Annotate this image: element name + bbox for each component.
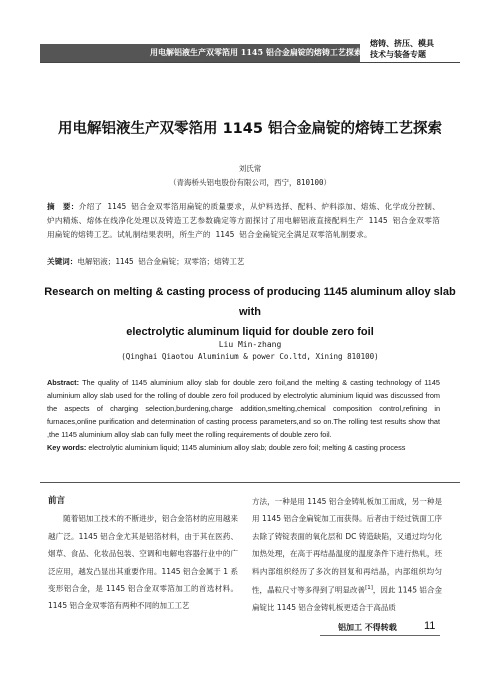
keywords-cn-text: 电解铝液；1145 铝合金扁锭；双零箔；熔铸工艺 — [77, 257, 245, 266]
keywords-cn — [47, 256, 440, 267]
abstract-en-text: The quality of 1145 aluminium alloy slab for double zero foil,and the melting & casting technology of 1145 aluminium alloy slab used for the rolling of double zero foil produced by electrolytic aluminium liquid was discussed from the aspects of charging selection,burdening,charge addition,smelting,chemical composition control,refining in furnaces,online purification and determination of casting process parameters,and so on.The rolling test results show that ,the 1145 aluminium alloy slab can fully meet the rolling requirements of double zero foil. — [47, 378, 440, 439]
running-header — [0, 34, 480, 62]
running-title: 用电解铝液生产双零箔用 1145 铝合金扁锭的熔铸工艺探索 — [150, 47, 362, 57]
abstract-cn-label: 摘 要： — [47, 202, 79, 211]
paper-title-en — [40, 282, 460, 342]
section-label-line1: 熔铸、挤压、模具 — [370, 38, 434, 48]
header-rule — [40, 62, 460, 63]
paper-title-en-line2: electrolytic aluminum liquid for double zero foil — [126, 326, 374, 338]
abstract-cn — [47, 200, 440, 243]
footer-journal: 铝加工 不得转载 — [338, 622, 397, 632]
abstract-cn-text: 介绍了 1145 铝合金双零箔用扁锭的质量要求，从炉料选择、配料、炉料添加、熔炼、化学成分控制、炉内精炼、熔体在线净化处理以及铸造工艺参数确定等方面探讨了用电解铝液直接配料生产 1145 铝合金双零箔用扁锭的熔铸工艺。试轧制结果表明，所生产的 1145 铝合金扁锭完全满足双零箔轧制要求。 — [47, 202, 440, 240]
body-column-right — [252, 493, 442, 616]
affiliation-en: (Qinghai Qiaotou Aluminium & power Co.ltd, Xining 810100) — [121, 352, 379, 361]
section-heading: 前言 — [48, 496, 66, 506]
paper-title-cn: 用电解铝液生产双零箔用 1145 铝合金扁锭的熔铸工艺探索 — [58, 121, 442, 137]
affiliation-cn: （青海桥头铝电股份有限公司，西宁，810100） — [168, 178, 332, 187]
abstract-en-label: Abstract: — [47, 378, 80, 387]
body-column-left — [48, 493, 238, 615]
section-label-line2: 技术与装备专题 — [370, 49, 426, 59]
keywords-en-label: Key words: — [47, 443, 87, 452]
citation-ref[interactable]: [1] — [365, 585, 373, 592]
body-paragraph-left: 随着铝加工技术的不断进步，铝合金箔材的应用越来越广泛。1145 铝合金尤其是铝箔材料，由于其在医药、烟草、食品、化妆品包装、空调和电解电容器行业中的广泛应用，越发凸显出其重要作用。1145 铝合金属于 1 系变形铝合金，是 1145 铝合金双零箔加工的首选材料。1145 铝合金双零箔有两种不同的加工工艺 — [48, 514, 238, 611]
keywords-en — [47, 443, 440, 452]
keywords-en-text: electrolytic aluminium liquid; 1145 aluminium alloy slab; double zero foil; melting & casting process — [88, 443, 406, 452]
footer-rule — [320, 635, 440, 636]
page-number: 11 — [424, 620, 436, 632]
author-en: Liu Min-zhang — [218, 340, 282, 349]
body-text-left — [48, 510, 238, 614]
section-label — [370, 38, 434, 60]
section-divider — [40, 482, 460, 483]
body-paragraph-right-end: ，因此 1145 铝合金扁锭比 1145 铝合金铸轧板更适合于高品质 — [252, 585, 443, 612]
body-paragraph-right: 方法，一种是用 1145 铝合金铸轧板加工而成，另一种是用 1145 铝合金扁锭加工而获得。后者由于经过铣面工序去除了铸锭表面的氧化层和 DC 铸造缺陷，又通过均匀化加热处理，在高于再结晶温度的温度条件下进行热轧，坯料内部组织经历了多次的回复和再结晶，内部组织均匀性，晶粒尺寸等多得到了明显改善 — [252, 497, 442, 595]
abstract-en — [47, 376, 440, 441]
keywords-cn-label: 关键词： — [47, 257, 78, 266]
paper-title-en-line1: Research on melting & casting process of producing 1145 aluminum alloy slab with — [44, 286, 456, 318]
author-cn: 刘氏常 — [238, 164, 262, 173]
